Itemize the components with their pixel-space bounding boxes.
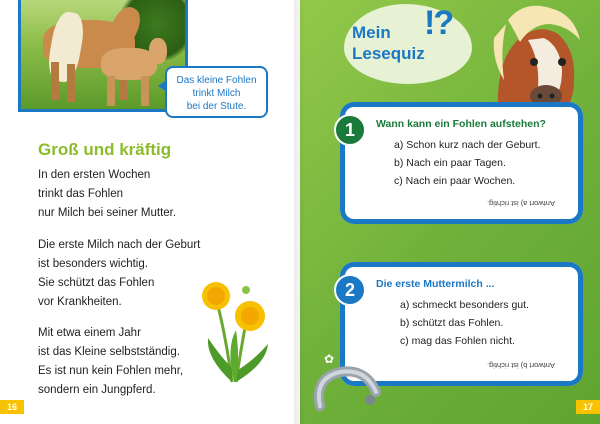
text-line: Sie schützt das Fohlen — [38, 277, 155, 289]
question-text: Wann kann ein Fohlen aufstehen? — [376, 118, 546, 130]
horse-photo — [18, 0, 188, 112]
quiz-title — [352, 22, 425, 64]
page-number: 16 — [0, 400, 24, 414]
paragraph — [38, 324, 183, 400]
photo-caption — [165, 66, 268, 118]
page-number: 17 — [576, 400, 600, 414]
text-line: Die erste Milch nach der Geburt — [38, 239, 201, 251]
daisy-icon: ✿ — [372, 356, 383, 370]
quiz-card-1 — [340, 102, 583, 224]
caption-line: bei der Stute. — [186, 101, 247, 112]
text-line: ist das Kleine selbstständig. — [38, 346, 180, 358]
paragraph — [38, 166, 176, 223]
answer-option[interactable]: b) schützt das Fohlen. — [400, 317, 504, 329]
question-number-badge: 2 — [334, 274, 366, 306]
answer-key: Antwort a) ist richtig. — [487, 199, 555, 208]
answer-option[interactable]: c) Nach ein paar Wochen. — [394, 175, 516, 187]
answer-option[interactable]: a) schmeckt besonders gut. — [400, 299, 529, 311]
answer-option[interactable]: b) Nach ein paar Tagen. — [394, 157, 506, 169]
paragraph — [38, 236, 200, 312]
title-line: Lesequiz — [352, 44, 425, 63]
text-line: nur Milch bei seiner Mutter. — [38, 207, 177, 219]
text-line: In den ersten Wochen — [38, 169, 151, 181]
answer-options — [394, 136, 541, 190]
question-number-badge: 1 — [334, 114, 366, 146]
question-text: Die erste Muttermilch ... — [376, 278, 495, 290]
caption-line: trinkt Milch — [192, 88, 241, 99]
text-line: ist besonders wichtig. — [38, 258, 148, 270]
title-line: Mein — [352, 23, 391, 42]
dandelion-illustration — [196, 278, 276, 386]
book-spine-shadow — [294, 0, 306, 424]
text-line: trinkt das Fohlen — [38, 188, 124, 200]
right-page — [300, 0, 600, 424]
answer-key: Antwort b) ist richtig. — [487, 361, 555, 370]
text-line: vor Krankheiten. — [38, 296, 122, 308]
text-line: Es ist nun kein Fohlen mehr, — [38, 365, 184, 377]
answer-options — [400, 296, 529, 350]
section-heading: Groß und kräftig — [38, 140, 172, 159]
text-line: sondern ein Jungpferd. — [38, 384, 156, 396]
pony-illustration — [478, 0, 588, 112]
caption-line: Das kleine Fohlen — [176, 75, 257, 86]
daisy-icon: ✿ — [324, 352, 335, 366]
answer-option[interactable]: c) mag das Fohlen nicht. — [400, 335, 515, 347]
title-marks: !? — [424, 4, 453, 42]
text-line: Mit etwa einem Jahr — [38, 327, 141, 339]
answer-option[interactable]: a) Schon kurz nach der Geburt. — [394, 139, 541, 151]
